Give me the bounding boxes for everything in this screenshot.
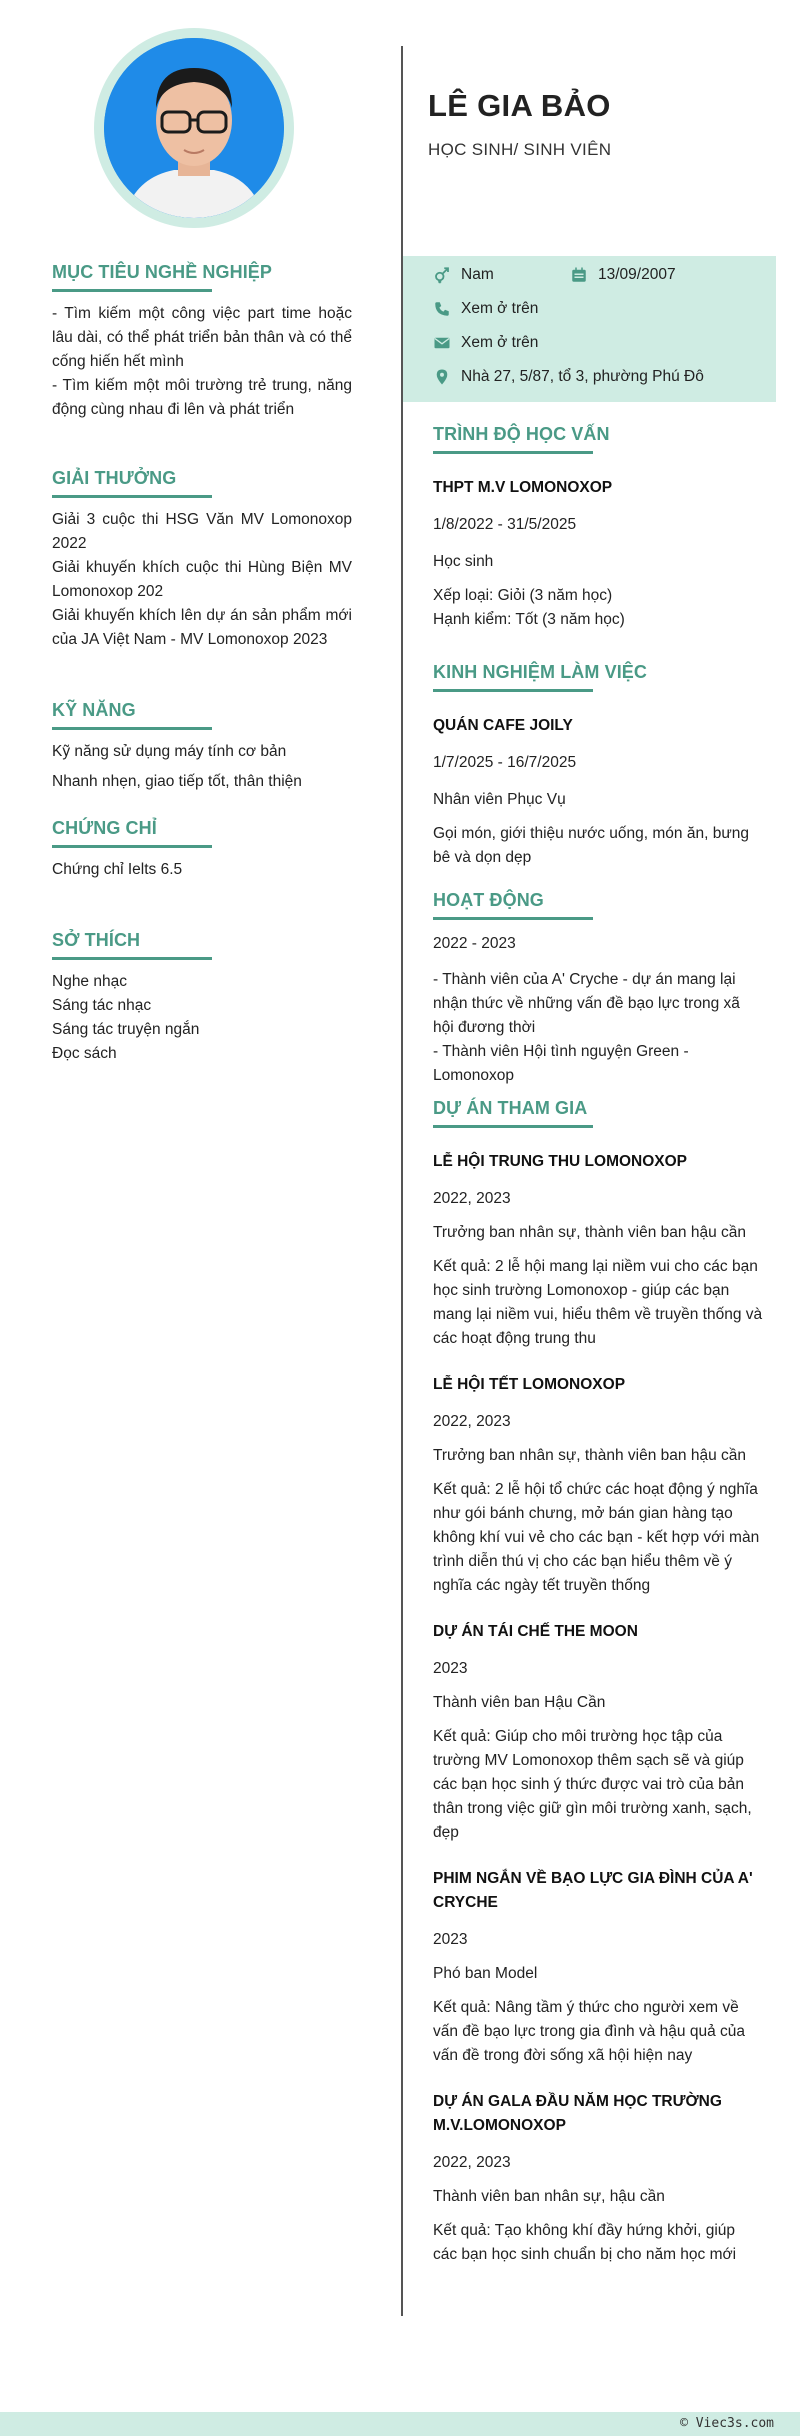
award-item: Giải khuyến khích lên dự án sản phẩm mới của JA Việt Nam - MV Lomonoxop 2023 xyxy=(52,607,352,648)
email-row xyxy=(433,334,538,352)
activity-item: - Thành viên Hội tình nguyện Green - Lomonoxop xyxy=(433,1043,689,1084)
project-role: Thành viên ban nhân sự, hậu cần xyxy=(433,2188,665,2205)
project-result: Kết quả: Tạo không khí đầy hứng khởi, giúp các bạn học sinh chuẩn bị cho năm học mới xyxy=(433,2222,737,2263)
project-role: Trưởng ban nhân sự, thành viên ban hậu cần xyxy=(433,1447,746,1464)
education-detail: Hạnh kiểm: Tốt (3 năm học) xyxy=(433,611,625,628)
project-year: 2023 xyxy=(433,1660,468,1677)
project-role: Phó ban Model xyxy=(433,1965,538,1982)
project-result: Kết quả: 2 lễ hội mang lại niềm vui cho các bạn học sinh trường Lomonoxop - giúp các bạn mang lại niềm vui, hiểu thêm về truyền thống và các hoạt động trung thu xyxy=(433,1258,763,1347)
avatar-photo-icon xyxy=(104,38,284,218)
project-result: Kết quả: 2 lễ hội tổ chức các hoạt động ý nghĩa như gói bánh chưng, mở bán gian hàng tạo không khí vui vẻ cho các bạn - kết hợp với màn trình diễn thú vị cho các bạn hiểu thêm về ý nghĩa các ngày tết truyền thống xyxy=(433,1481,760,1594)
gender-icon xyxy=(433,266,451,284)
education-detail: Xếp loại: Giỏi (3 năm học) xyxy=(433,587,613,604)
project-item xyxy=(433,1373,763,1598)
project-item xyxy=(433,2090,763,2267)
dob-value: 13/09/2007 xyxy=(598,266,676,283)
award-item: Giải 3 cuộc thi HSG Văn MV Lomonoxop 2022 xyxy=(52,511,352,552)
school-name: THPT M.V LOMONOXOP xyxy=(433,479,613,496)
awards-section xyxy=(52,468,352,652)
activities-period: 2022 - 2023 xyxy=(433,935,516,952)
project-result: Kết quả: Nâng tầm ý thức cho người xem về vấn đề bạo lực trong gia đình và hậu quả của vấn đề trong đời sống xã hội hiện nay xyxy=(433,1999,745,2064)
project-name: PHIM NGẮN VỀ BẠO LỰC GIA ĐÌNH CỦA A' CRYCHE xyxy=(433,1870,753,1911)
project-name: LỄ HỘI TẾT LOMONOXOP xyxy=(433,1376,626,1393)
hobbies-section xyxy=(52,930,352,1066)
hobby-item: Đọc sách xyxy=(52,1045,117,1062)
award-item: Giải khuyến khích cuộc thi Hùng Biện MV Lomonoxop 202 xyxy=(52,559,352,600)
awards-title: GIẢI THƯỞNG xyxy=(52,468,177,488)
contact-panel xyxy=(403,256,776,402)
activities-section xyxy=(433,890,763,1088)
certificate-item: Chứng chỉ Ielts 6.5 xyxy=(52,861,183,878)
skills-title: KỸ NĂNG xyxy=(52,700,136,720)
certificates-section xyxy=(52,818,352,882)
skill-item: Kỹ năng sử dụng máy tính cơ bản xyxy=(52,743,287,760)
full-name: LÊ GIA BẢO xyxy=(428,88,611,123)
project-year: 2022, 2023 xyxy=(433,2154,511,2171)
dob-row xyxy=(570,266,676,284)
project-item xyxy=(433,1150,763,1351)
projects-section xyxy=(433,1098,763,2267)
hobbies-title: SỞ THÍCH xyxy=(52,930,141,950)
location-pin-icon xyxy=(433,368,451,386)
experience-title: KINH NGHIỆM LÀM VIỆC xyxy=(433,662,648,682)
section-underline xyxy=(433,689,593,692)
experience-position: Nhân viên Phục Vụ xyxy=(433,791,566,808)
experience-period: 1/7/2025 - 16/7/2025 xyxy=(433,754,577,771)
section-underline xyxy=(52,957,212,960)
certificates-title: CHỨNG CHỈ xyxy=(52,818,157,838)
career-goal-line: - Tìm kiếm một công việc part time hoặc lâu dài, có thể phát triển bản thân và có thể cống hiến hết mình xyxy=(52,305,352,370)
career-goal-title: MỤC TIÊU NGHỀ NGHIỆP xyxy=(52,262,273,282)
footer-bar xyxy=(0,2412,800,2436)
project-name: DỰ ÁN GALA ĐẦU NĂM HỌC TRƯỜNG M.V.LOMONOXOP xyxy=(433,2093,722,2134)
experience-description: Gọi món, giới thiệu nước uống, món ăn, bưng bê và dọn dẹp xyxy=(433,825,749,866)
skills-section xyxy=(52,700,352,794)
hobby-item: Sáng tác truyện ngắn xyxy=(52,1021,200,1038)
education-role: Học sinh xyxy=(433,553,494,570)
project-role: Trưởng ban nhân sự, thành viên ban hậu cần xyxy=(433,1224,746,1241)
activity-item: - Thành viên của A' Cryche - dự án mang lại nhận thức về những vấn đề bạo lực trong xã hội đương thời xyxy=(433,971,740,1036)
section-underline xyxy=(433,917,593,920)
calendar-icon xyxy=(570,266,588,284)
avatar xyxy=(104,38,284,218)
phone-value: Xem ở trên xyxy=(461,300,539,317)
project-name: DỰ ÁN TÁI CHẾ THE MOON xyxy=(433,1623,638,1640)
section-underline xyxy=(433,451,593,454)
skill-item: Nhanh nhẹn, giao tiếp tốt, thân thiện xyxy=(52,773,302,790)
section-underline xyxy=(433,1125,593,1128)
education-section xyxy=(433,424,763,632)
education-period: 1/8/2022 - 31/5/2025 xyxy=(433,516,577,533)
activities-title: HOẠT ĐỘNG xyxy=(433,890,544,910)
project-item xyxy=(433,1620,763,1845)
footer-credit: © Viec3s.com xyxy=(680,2416,774,2431)
project-role: Thành viên ban Hậu Cần xyxy=(433,1694,606,1711)
address-value: Nhà 27, 5/87, tổ 3, phường Phú Đô xyxy=(461,368,704,385)
address-row xyxy=(433,368,704,386)
project-year: 2022, 2023 xyxy=(433,1190,511,1207)
project-result: Kết quả: Giúp cho môi trường học tập của trường MV Lomonoxop thêm sạch sẽ và giúp các bạn học sinh ý thức được vai trò của bản thân trong việc giữ gìn môi trường xanh, sạch, đẹp xyxy=(433,1728,752,1841)
job-title: HỌC SINH/ SINH VIÊN xyxy=(428,140,612,159)
section-underline xyxy=(52,845,212,848)
avatar-frame xyxy=(94,28,294,228)
project-item xyxy=(433,1867,763,2068)
career-goal-line: - Tìm kiếm một môi trường trẻ trung, năng động cùng nhau đi lên và phát triển xyxy=(52,377,352,418)
email-value: Xem ở trên xyxy=(461,334,539,351)
company-name: QUÁN CAFE JOILY xyxy=(433,717,573,734)
gender-row xyxy=(433,266,494,284)
projects-title: DỰ ÁN THAM GIA xyxy=(433,1098,588,1118)
section-underline xyxy=(52,495,212,498)
section-underline xyxy=(52,289,212,292)
phone-row xyxy=(433,300,538,318)
project-year: 2023 xyxy=(433,1931,468,1948)
project-name: LỄ HỘI TRUNG THU LOMONOXOP xyxy=(433,1153,688,1170)
email-icon xyxy=(433,334,451,352)
hobby-item: Sáng tác nhạc xyxy=(52,997,152,1014)
experience-section xyxy=(433,662,763,870)
hobby-item: Nghe nhạc xyxy=(52,973,127,990)
education-title: TRÌNH ĐỘ HỌC VẤN xyxy=(433,424,610,444)
gender-value: Nam xyxy=(461,266,494,283)
project-year: 2022, 2023 xyxy=(433,1413,511,1430)
section-underline xyxy=(52,727,212,730)
career-goal-section xyxy=(52,262,352,422)
phone-icon xyxy=(433,300,451,318)
